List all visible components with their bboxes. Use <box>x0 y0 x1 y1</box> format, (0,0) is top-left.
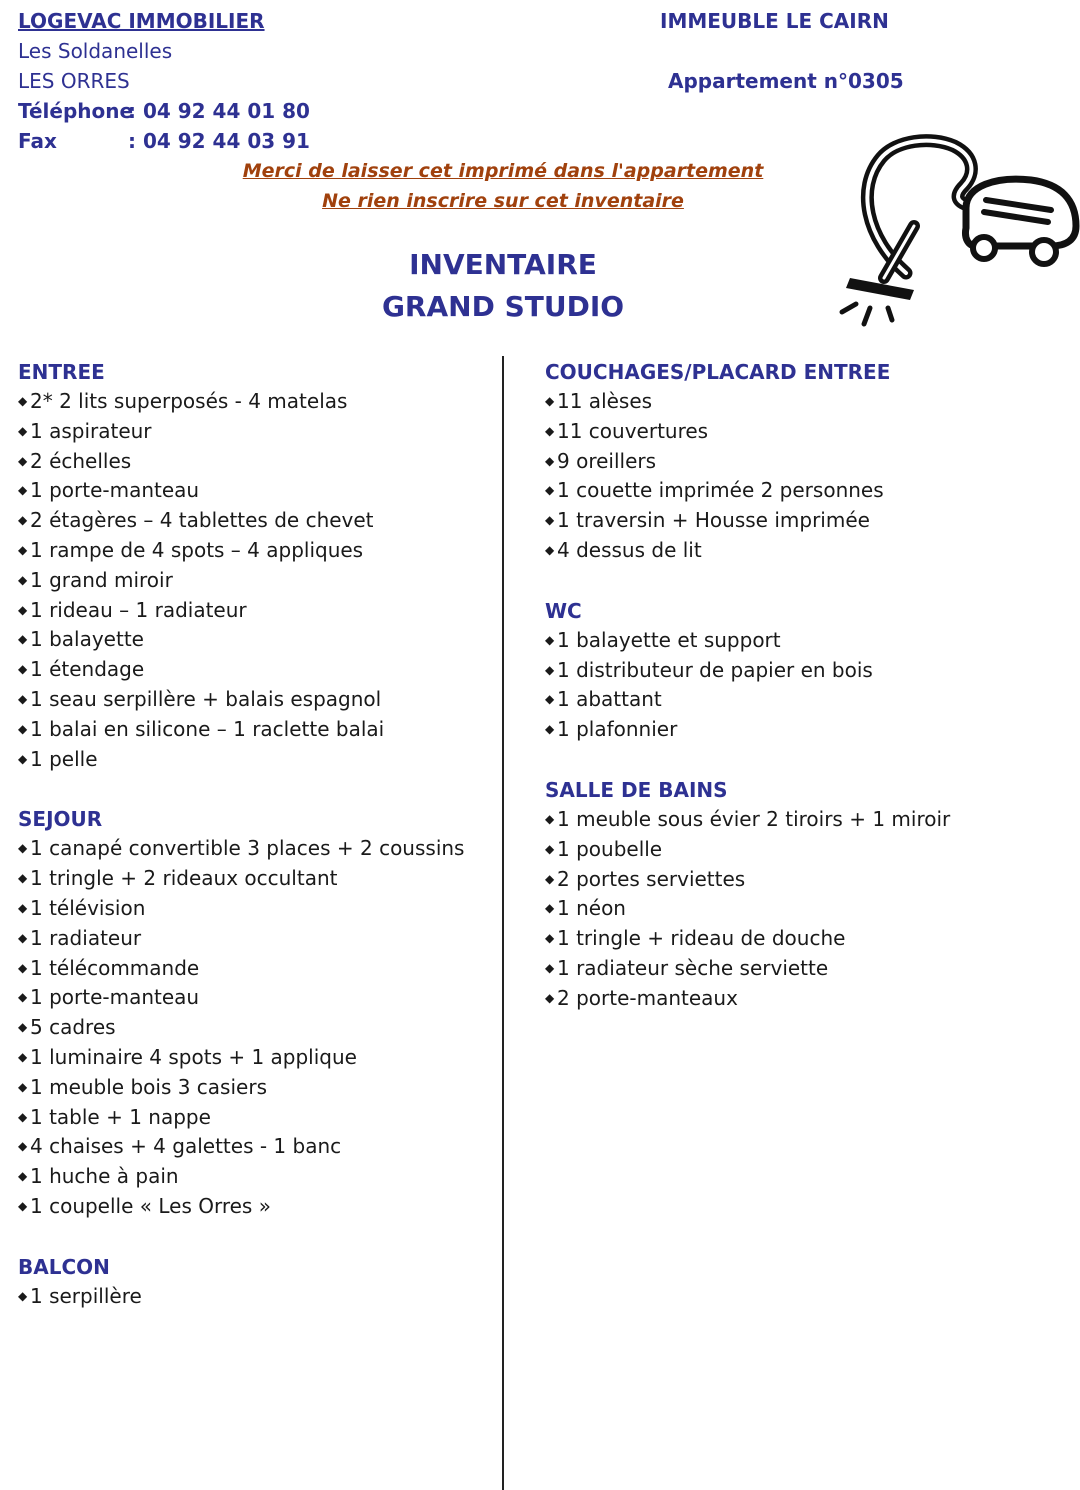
inventory-item-label: 1 tringle + rideau de douche <box>557 926 846 951</box>
bullet-icon: ◆ <box>18 513 28 528</box>
inventory-item-label: 1 seau serpillère + balais espagnol <box>30 686 382 711</box>
vacuum-cleaner-icon <box>836 128 1080 328</box>
inventory-item-label: 1 porte-manteau <box>30 985 200 1010</box>
item-list <box>545 805 1025 1014</box>
bullet-icon: ◆ <box>545 811 555 826</box>
inventory-item-label: 1 huche à pain <box>30 1164 179 1189</box>
inventory-item <box>545 984 1025 1014</box>
section-entree <box>18 357 498 774</box>
bullet-icon: ◆ <box>545 483 555 498</box>
section-couchages <box>545 357 1025 566</box>
section-title: ENTREE <box>18 360 105 384</box>
bullet-icon: ◆ <box>18 483 28 498</box>
bullet-icon: ◆ <box>18 751 28 766</box>
bullet-icon: ◆ <box>18 841 28 856</box>
bullet-icon: ◆ <box>18 453 28 468</box>
notice-do-not-write: Ne rien inscrire sur cet inventaire <box>322 190 684 212</box>
bullet-icon: ◆ <box>18 542 28 557</box>
bullet-icon: ◆ <box>18 572 28 587</box>
bullet-icon: ◆ <box>545 692 555 707</box>
inventory-item <box>18 954 498 984</box>
bullet-icon: ◆ <box>18 871 28 886</box>
inventory-item-label: 2 porte-manteaux <box>557 985 738 1010</box>
inventory-item <box>545 835 1025 865</box>
bullet-icon: ◆ <box>18 1109 28 1124</box>
bullet-icon: ◆ <box>18 691 28 706</box>
inventory-item <box>18 655 498 685</box>
inventory-item <box>545 626 1025 656</box>
inventory-item <box>18 1282 498 1312</box>
inventory-item-label: 2* 2 lits superposés - 4 matelas <box>30 389 348 413</box>
inventory-item-label: 1 balayette et support <box>557 627 781 652</box>
inventory-item <box>545 536 1025 566</box>
inventory-item-label: 4 dessus de lit <box>557 537 702 562</box>
inventory-item-label: 1 canapé convertible 3 places + 2 coussins <box>30 836 465 861</box>
inventory-item-label: 1 étendage <box>30 657 145 682</box>
inventory-item <box>18 1013 498 1043</box>
inventory-item <box>18 1192 498 1222</box>
section-title: SALLE DE BAINS <box>545 777 728 802</box>
address-line-2: LES ORRES <box>18 69 130 93</box>
inventory-item <box>18 715 498 745</box>
bullet-icon: ◆ <box>545 394 555 408</box>
inventory-item <box>545 894 1025 924</box>
inventory-item <box>18 417 498 447</box>
inventory-item-label: 1 distributeur de papier en bois <box>557 657 873 682</box>
bullet-icon: ◆ <box>18 632 28 647</box>
inventory-item-label: 1 rideau – 1 radiateur <box>30 597 247 622</box>
section-title: WC <box>545 598 582 623</box>
inventory-item-label: 1 télécommande <box>30 955 200 980</box>
inventory-item-label: 1 aspirateur <box>30 418 152 443</box>
bullet-icon: ◆ <box>18 602 28 617</box>
inventory-item-label: 1 radiateur sèche serviette <box>557 955 829 980</box>
bullet-icon: ◆ <box>18 1198 28 1213</box>
company-name: LOGEVAC IMMOBILIER <box>18 9 265 33</box>
bullet-icon: ◆ <box>18 721 28 736</box>
inventory-item <box>18 894 498 924</box>
section-title: COUCHAGES/PLACARD ENTREE <box>545 360 891 384</box>
inventory-item-label: 1 grand miroir <box>30 567 173 592</box>
inventory-item-label: 1 luminaire 4 spots + 1 applique <box>30 1044 357 1069</box>
inventory-item <box>18 506 498 536</box>
inventory-item <box>18 625 498 655</box>
inventory-item <box>18 1103 498 1133</box>
fax-label: Fax <box>18 129 57 153</box>
inventory-item-label: 2 portes serviettes <box>557 866 746 891</box>
inventory-item <box>18 536 498 566</box>
page-title: INVENTAIRE <box>409 248 597 281</box>
fax-row <box>18 126 310 156</box>
bullet-icon: ◆ <box>545 632 555 647</box>
inventory-item-label: 1 pelle <box>30 746 98 771</box>
bullet-icon: ◆ <box>545 901 555 916</box>
inventory-item-label: 1 balai en silicone – 1 raclette balai <box>30 716 385 741</box>
inventory-item <box>18 387 498 417</box>
bullet-icon: ◆ <box>18 1079 28 1094</box>
notice-leave-form: Merci de laisser cet imprimé dans l'appartement <box>242 160 764 182</box>
bullet-icon: ◆ <box>545 841 555 856</box>
inventory-item-label: 2 échelles <box>30 448 132 473</box>
inventory-item <box>545 924 1025 954</box>
address-line-1: Les Soldanelles <box>18 39 173 63</box>
column-divider <box>502 356 504 1490</box>
inventory-item-label: 1 balayette <box>30 627 144 652</box>
inventory-item-label: 1 abattant <box>557 687 662 712</box>
page-subtitle: GRAND STUDIO <box>381 290 625 323</box>
inventory-item-label: 1 table + 1 nappe <box>30 1104 211 1129</box>
bullet-icon: ◆ <box>18 394 28 408</box>
inventory-item-label: 2 étagères – 4 tablettes de chevet <box>30 508 374 533</box>
inventory-item <box>545 954 1025 984</box>
bullet-icon: ◆ <box>18 1049 28 1064</box>
inventory-item <box>545 865 1025 895</box>
inventory-item <box>18 924 498 954</box>
bullet-icon: ◆ <box>18 1288 28 1303</box>
bullet-icon: ◆ <box>545 513 555 528</box>
apartment-number: Appartement n°0305 <box>668 69 904 93</box>
inventory-item-label: 1 traversin + Housse imprimée <box>557 508 870 533</box>
bullet-icon: ◆ <box>18 423 28 438</box>
phone-number: : 04 92 44 01 80 <box>128 99 310 123</box>
inventory-item-label: 1 coupelle « Les Orres » <box>30 1193 271 1218</box>
bullet-icon: ◆ <box>18 1020 28 1035</box>
inventory-item <box>18 1162 498 1192</box>
section-salle-de-bains <box>545 775 1025 1014</box>
inventory-item-label: 1 tringle + 2 rideaux occultant <box>30 866 338 891</box>
inventory-item <box>18 1132 498 1162</box>
inventory-item <box>18 476 498 506</box>
inventory-item-label: 1 couette imprimée 2 personnes <box>557 478 884 503</box>
item-list <box>545 387 1025 566</box>
inventory-item <box>18 596 498 626</box>
inventory-item-label: 11 alèses <box>557 389 653 413</box>
inventory-item-label: 4 chaises + 4 galettes - 1 banc <box>30 1134 342 1159</box>
inventory-item <box>545 476 1025 506</box>
inventory-item-label: 1 meuble bois 3 casiers <box>30 1074 267 1099</box>
section-wc <box>545 596 1025 745</box>
bullet-icon: ◆ <box>545 453 555 468</box>
bullet-icon: ◆ <box>545 990 555 1005</box>
inventory-item <box>545 805 1025 835</box>
inventory-item-label: 1 meuble sous évier 2 tiroirs + 1 miroir <box>557 806 951 831</box>
item-list <box>545 626 1025 745</box>
left-column <box>18 357 498 1342</box>
inventory-item-label: 5 cadres <box>30 1015 116 1040</box>
item-list <box>18 834 498 1221</box>
inventory-item <box>18 834 498 864</box>
inventory-item <box>18 1043 498 1073</box>
inventory-item <box>545 417 1025 447</box>
inventory-item-label: 9 oreillers <box>557 448 657 473</box>
bullet-icon: ◆ <box>545 931 555 946</box>
inventory-item-label: 1 radiateur <box>30 925 142 950</box>
inventory-item-label: 1 serpillère <box>30 1283 142 1308</box>
inventory-item <box>545 685 1025 715</box>
bullet-icon: ◆ <box>545 960 555 975</box>
bullet-icon: ◆ <box>545 662 555 677</box>
bullet-icon: ◆ <box>18 960 28 975</box>
right-column <box>545 357 1025 1044</box>
section-title: BALCON <box>18 1254 110 1279</box>
section-title: SEJOUR <box>18 807 103 832</box>
bullet-icon: ◆ <box>18 1169 28 1184</box>
bullet-icon: ◆ <box>18 662 28 677</box>
inventory-item-label: 11 couvertures <box>557 418 709 443</box>
bullet-icon: ◆ <box>18 1139 28 1154</box>
section-balcon <box>18 1252 498 1312</box>
item-list <box>18 1282 498 1312</box>
inventory-item-label: 1 télévision <box>30 895 146 920</box>
inventory-item <box>18 745 498 775</box>
bullet-icon: ◆ <box>18 930 28 945</box>
inventory-item-label: 1 néon <box>557 896 626 921</box>
inventory-item <box>545 715 1025 745</box>
bullet-icon: ◆ <box>545 423 555 438</box>
bullet-icon: ◆ <box>18 990 28 1005</box>
inventory-item <box>545 387 1025 417</box>
building-name: IMMEUBLE LE CAIRN <box>660 9 889 33</box>
inventory-item <box>18 447 498 477</box>
bullet-icon: ◆ <box>18 900 28 915</box>
inventory-item-label: 1 porte-manteau <box>30 478 200 503</box>
inventory-item-label: 1 rampe de 4 spots – 4 appliques <box>30 537 364 562</box>
bullet-icon: ◆ <box>545 722 555 737</box>
bullet-icon: ◆ <box>545 871 555 886</box>
fax-number: : 04 92 44 03 91 <box>128 129 310 153</box>
inventory-item-label: 1 plafonnier <box>557 717 678 742</box>
item-list <box>18 387 498 774</box>
inventory-item <box>18 864 498 894</box>
inventory-item <box>18 685 498 715</box>
phone-label: Téléphone <box>18 99 134 123</box>
inventory-item <box>18 1073 498 1103</box>
inventory-item <box>18 566 498 596</box>
inventory-item-label: 1 poubelle <box>557 836 663 861</box>
bullet-icon: ◆ <box>545 542 555 557</box>
phone-row <box>18 96 310 126</box>
inventory-item <box>545 656 1025 686</box>
inventory-item <box>545 506 1025 536</box>
inventory-item <box>545 447 1025 477</box>
inventory-item <box>18 983 498 1013</box>
section-sejour <box>18 804 498 1221</box>
